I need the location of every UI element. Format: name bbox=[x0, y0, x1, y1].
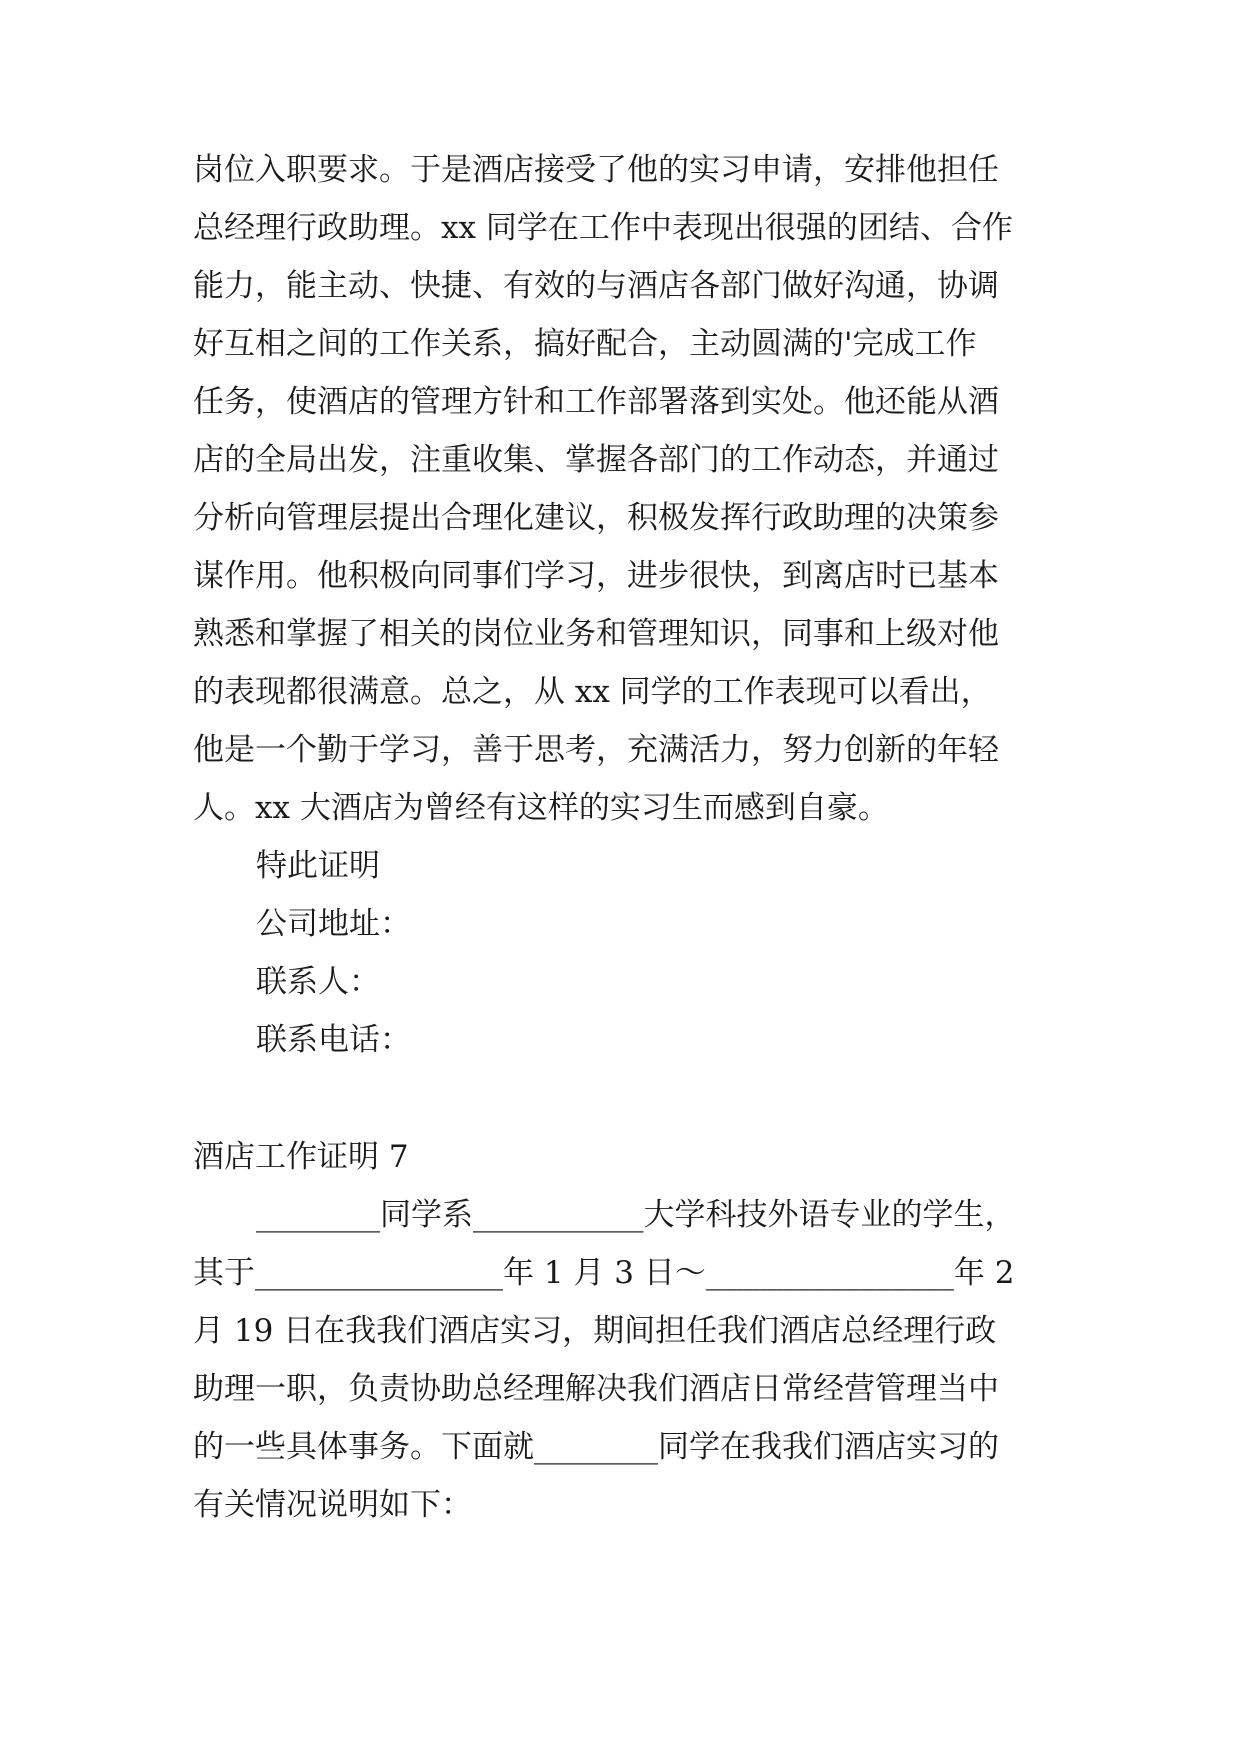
body-line-3: 能力，能主动、快捷、有效的与酒店各部门做好沟通，协调 bbox=[193, 268, 999, 304]
certify-text: 特此证明 bbox=[256, 848, 380, 884]
section-line-1: ________同学系___________大学科技外语专业的学生， bbox=[256, 1197, 1016, 1233]
section-line-2: 其于________________年 1 月 3 日～________________年 2 bbox=[193, 1255, 1015, 1291]
body-line-9: 熟悉和掌握了相关的岗位业务和管理知识，同事和上级对他 bbox=[193, 616, 999, 652]
body-line-12: 人。xx 大酒店为曾经有这样的实习生而感到自豪。 bbox=[193, 790, 889, 826]
body-line-8: 谋作用。他积极向同事们学习，进步很快，到离店时已基本 bbox=[193, 558, 999, 594]
section-line-4: 助理一职，负责协助总经理解决我们酒店日常经营管理当中 bbox=[193, 1371, 999, 1407]
body-line-10: 的表现都很满意。总之，从 xx 同学的工作表现可以看出， bbox=[193, 674, 992, 710]
body-line-1: 岗位入职要求。于是酒店接受了他的实习申请，安排他担任 bbox=[193, 152, 999, 188]
section-line-6: 有关情况说明如下： bbox=[193, 1487, 472, 1523]
company-address-label: 公司地址： bbox=[256, 906, 411, 942]
section-line-3: 月 19 日在我我们酒店实习，期间担任我们酒店总经理行政 bbox=[193, 1313, 997, 1349]
body-line-2: 总经理行政助理。xx 同学在工作中表现出很强的团结、合作 bbox=[193, 210, 1013, 246]
body-line-5: 任务，使酒店的管理方针和工作部署落到实处。他还能从酒 bbox=[193, 384, 999, 420]
body-line-6: 店的全局出发，注重收集、掌握各部门的工作动态，并通过 bbox=[193, 442, 999, 478]
section-title: 酒店工作证明 7 bbox=[193, 1139, 409, 1175]
section-line-5: 的一些具体事务。下面就________同学在我我们酒店实习的 bbox=[193, 1429, 999, 1465]
contact-phone-label: 联系电话： bbox=[256, 1022, 411, 1058]
body-line-7: 分析向管理层提出合理化建议，积极发挥行政助理的决策参 bbox=[193, 500, 999, 536]
body-line-11: 他是一个勤于学习，善于思考，充满活力，努力创新的年轻 bbox=[193, 732, 999, 768]
body-line-4: 好互相之间的工作关系，搞好配合，主动圆满的'完成工作 bbox=[193, 326, 977, 362]
contact-person-label: 联系人： bbox=[256, 964, 380, 1000]
